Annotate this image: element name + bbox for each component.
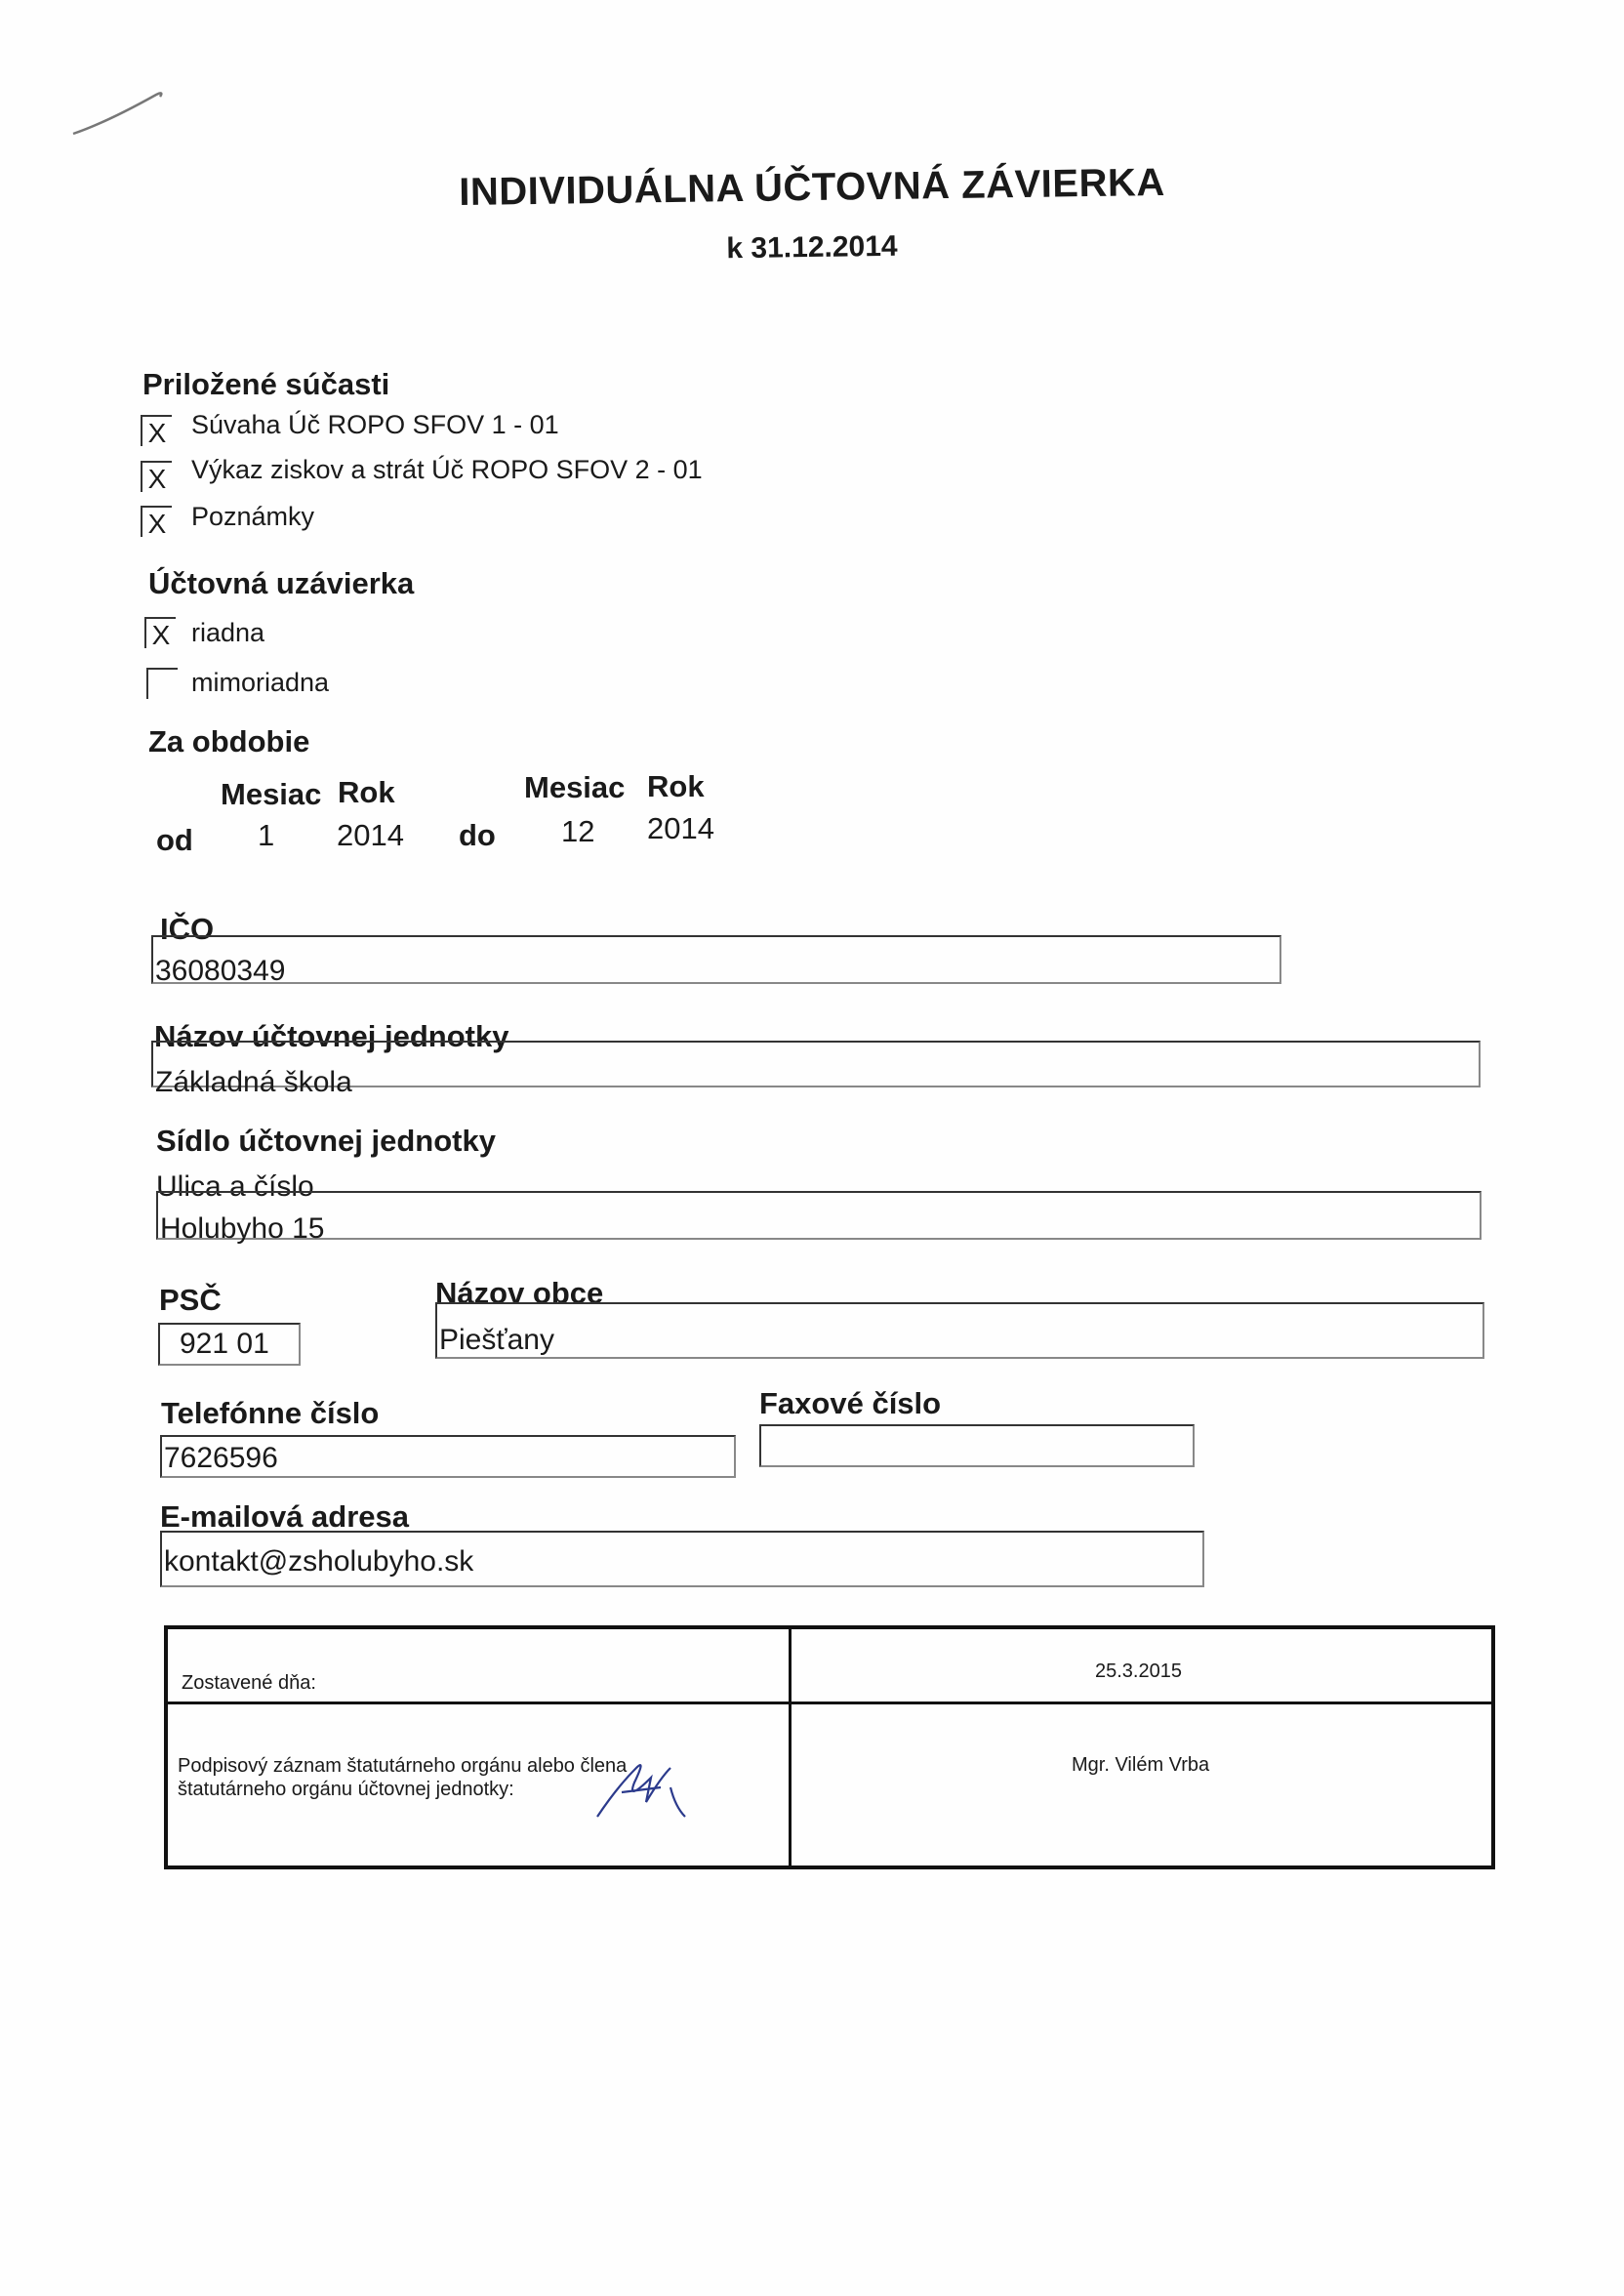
component-checkbox-income[interactable]: X: [141, 461, 172, 492]
period-from-year-header: Rok: [338, 775, 395, 809]
fax-label: Faxové číslo: [759, 1386, 942, 1420]
document-title: INDIVIDUÁLNA ÚČTOVNÁ ZÁVIERKA: [459, 160, 1165, 215]
component-checkbox-balance[interactable]: X: [141, 415, 172, 446]
unit-name-value: Základná škola: [155, 1066, 352, 1098]
phone-field[interactable]: [160, 1435, 736, 1478]
table-row-divider: [168, 1702, 1491, 1704]
prepared-date: 25.3.2015: [1095, 1660, 1182, 1682]
psc-field[interactable]: [158, 1323, 301, 1366]
ico-value: 36080349: [155, 955, 286, 987]
ico-label: IČO: [160, 912, 215, 946]
closing-checkbox-extraordinary[interactable]: [146, 668, 178, 699]
component-label-income: Výkaz ziskov a strát Úč ROPO SFOV 2 - 01: [191, 455, 703, 484]
ico-field[interactable]: [151, 935, 1281, 987]
pen-mark: [68, 83, 166, 142]
fax-field[interactable]: [759, 1424, 1195, 1467]
period-to-year-header: Rok: [647, 769, 705, 803]
closing-label-extraordinary: mimoriadna: [191, 668, 330, 697]
psc-value: 921 01: [180, 1328, 269, 1360]
period-to-year: 2014: [647, 811, 714, 845]
period-from-month-header: Mesiac: [221, 777, 322, 811]
document-date: k 31.12.2014: [726, 229, 898, 266]
street-label: Ulica a číslo: [156, 1170, 314, 1203]
email-value: kontakt@zsholubyho.sk: [164, 1545, 474, 1578]
closing-label-regular: riadna: [191, 618, 265, 647]
city-value: Piešťany: [439, 1324, 554, 1356]
email-field[interactable]: [160, 1531, 1204, 1587]
period-to-month-header: Mesiac: [524, 770, 626, 804]
period-to-month: 12: [561, 814, 595, 848]
period-from-year: 2014: [337, 818, 404, 852]
phone-label: Telefónne číslo: [161, 1396, 380, 1430]
street-value: Holubyho 15: [160, 1212, 325, 1245]
seat-heading: Sídlo účtovnej jednotky: [156, 1124, 496, 1158]
signatory-name: Mgr. Vilém Vrba: [1072, 1754, 1210, 1776]
period-from-month: 1: [258, 818, 275, 852]
street-field[interactable]: [156, 1191, 1482, 1245]
email-label: E-mailová adresa: [160, 1499, 410, 1534]
phone-value: 7626596: [164, 1442, 278, 1474]
city-field[interactable]: [435, 1302, 1484, 1359]
signature-label: Podpisový záznam štatutárneho orgánu alebo člena štatutárneho orgánu účtovnej jednotky:: [178, 1755, 628, 1800]
closing-checkbox-regular[interactable]: X: [144, 617, 176, 648]
component-label-notes: Poznámky: [191, 502, 315, 531]
unit-name-label: Názov účtovnej jednotky: [154, 1019, 509, 1053]
closing-heading: Účtovná uzávierka: [148, 566, 415, 600]
period-to-label: do: [459, 818, 496, 852]
table-column-divider: [789, 1629, 792, 1866]
component-checkbox-notes[interactable]: X: [141, 506, 172, 537]
components-heading: Priložené súčasti: [142, 367, 390, 401]
period-from-label: od: [156, 823, 193, 857]
city-label: Názov obce: [435, 1276, 604, 1310]
component-label-balance: Súvaha Úč ROPO SFOV 1 - 01: [191, 410, 559, 439]
period-heading: Za obdobie: [148, 724, 310, 758]
signature-table: [164, 1625, 1495, 1869]
handwritten-signature: [578, 1748, 695, 1826]
psc-label: PSČ: [159, 1283, 222, 1317]
prepared-label: Zostavené dňa:: [182, 1672, 316, 1694]
unit-name-field[interactable]: [151, 1041, 1481, 1098]
